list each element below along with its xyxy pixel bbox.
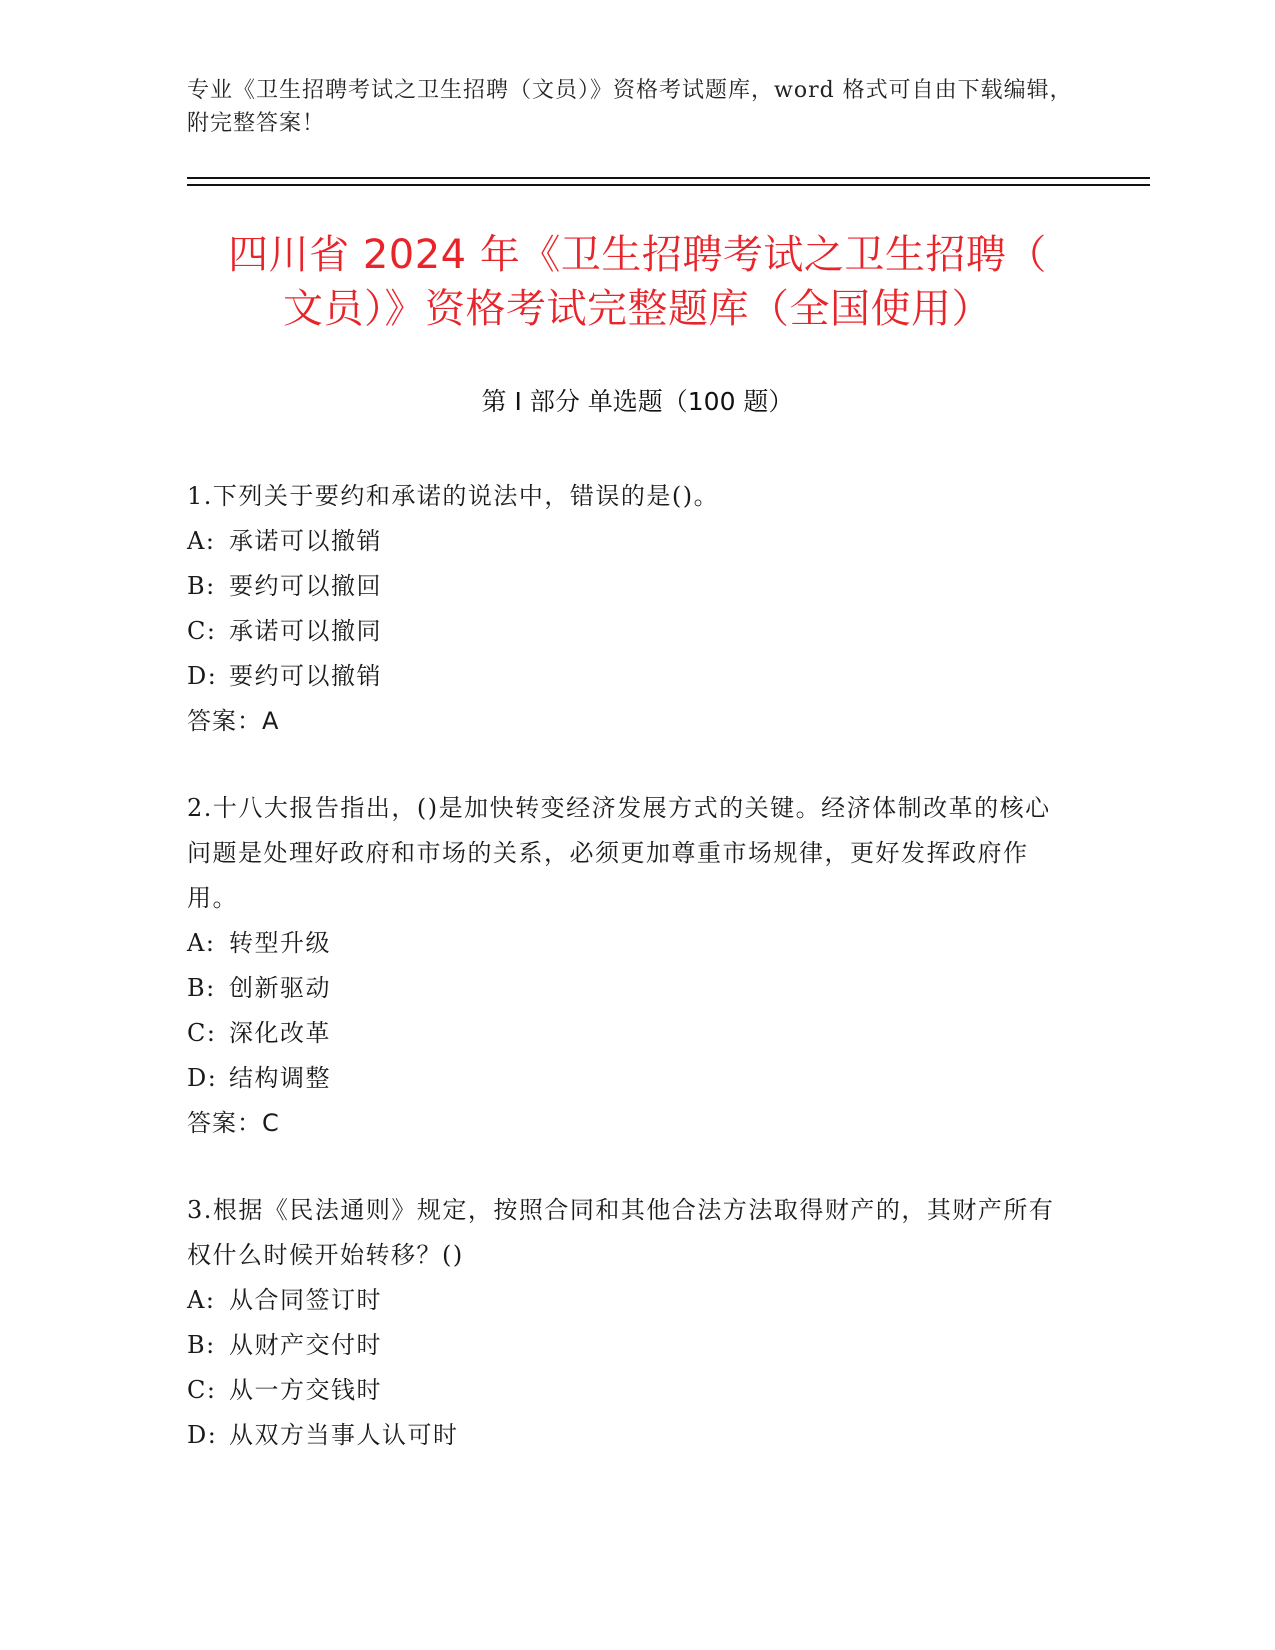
header-note: 专业《卫生招聘考试之卫生招聘（文员）》资格考试题库，word 格式可自由下载编辑，附完整答案！ <box>187 78 1073 136</box>
option-text: 从合同签订时 <box>229 1286 382 1314</box>
answer-line: 答案：C <box>187 1109 280 1137</box>
option-b <box>187 966 1067 1011</box>
question-1 <box>187 474 1067 744</box>
option-text: 要约可以撤回 <box>229 572 382 600</box>
option-text: 转型升级 <box>229 929 331 957</box>
option-c <box>187 609 1067 654</box>
title-line-1: 四川省 2024 年《卫生招聘考试之卫生招聘（ <box>228 232 1047 278</box>
option-key: D: <box>187 1064 218 1092</box>
option-text: 承诺可以撤同 <box>229 617 382 645</box>
document-title <box>150 228 1125 336</box>
header-divider-top <box>187 177 1150 179</box>
option-text: 要约可以撤销 <box>229 662 382 690</box>
option-key: D: <box>187 662 218 690</box>
option-key: C: <box>187 1376 217 1404</box>
option-c <box>187 1368 1067 1413</box>
option-key: A: <box>187 929 216 957</box>
question-2 <box>187 786 1067 1146</box>
question-stem: 1.下列关于要约和承诺的说法中，错误的是()。 <box>187 482 720 510</box>
option-key: B: <box>187 572 216 600</box>
option-text: 深化改革 <box>229 1019 331 1047</box>
option-d <box>187 1413 1067 1458</box>
option-key: A: <box>187 1286 216 1314</box>
option-key: A: <box>187 527 216 555</box>
option-text: 从一方交钱时 <box>229 1376 382 1404</box>
option-d <box>187 654 1067 699</box>
option-text: 结构调整 <box>229 1064 331 1092</box>
option-a <box>187 921 1067 966</box>
answer-line: 答案：A <box>187 707 280 735</box>
header-divider-bottom <box>187 184 1150 186</box>
question-stem: 2.十八大报告指出，()是加快转变经济发展方式的关键。经济体制改革的核心问题是处理好政府和市场的关系，必须更加尊重市场规律，更好发挥政府作用。 <box>187 794 1051 912</box>
question-3 <box>187 1188 1067 1458</box>
option-text: 从双方当事人认可时 <box>229 1421 459 1449</box>
option-a <box>187 519 1067 564</box>
question-list <box>187 474 1067 1500</box>
option-key: D: <box>187 1421 218 1449</box>
question-stem: 3.根据《民法通则》规定，按照合同和其他合法方法取得财产的，其财产所有权什么时候开始转移？() <box>187 1196 1055 1269</box>
option-key: B: <box>187 1331 216 1359</box>
option-key: B: <box>187 974 216 1002</box>
option-key: C: <box>187 617 217 645</box>
option-c <box>187 1011 1067 1056</box>
option-text: 从财产交付时 <box>229 1331 382 1359</box>
option-b <box>187 564 1067 609</box>
section-heading: 第 I 部分 单选题（100 题） <box>481 387 794 416</box>
option-text: 创新驱动 <box>229 974 331 1002</box>
option-a <box>187 1278 1067 1323</box>
title-line-2: 文员）》资格考试完整题库（全国使用） <box>283 286 992 332</box>
option-text: 承诺可以撤销 <box>229 527 382 555</box>
option-b <box>187 1323 1067 1368</box>
option-key: C: <box>187 1019 217 1047</box>
option-d <box>187 1056 1067 1101</box>
